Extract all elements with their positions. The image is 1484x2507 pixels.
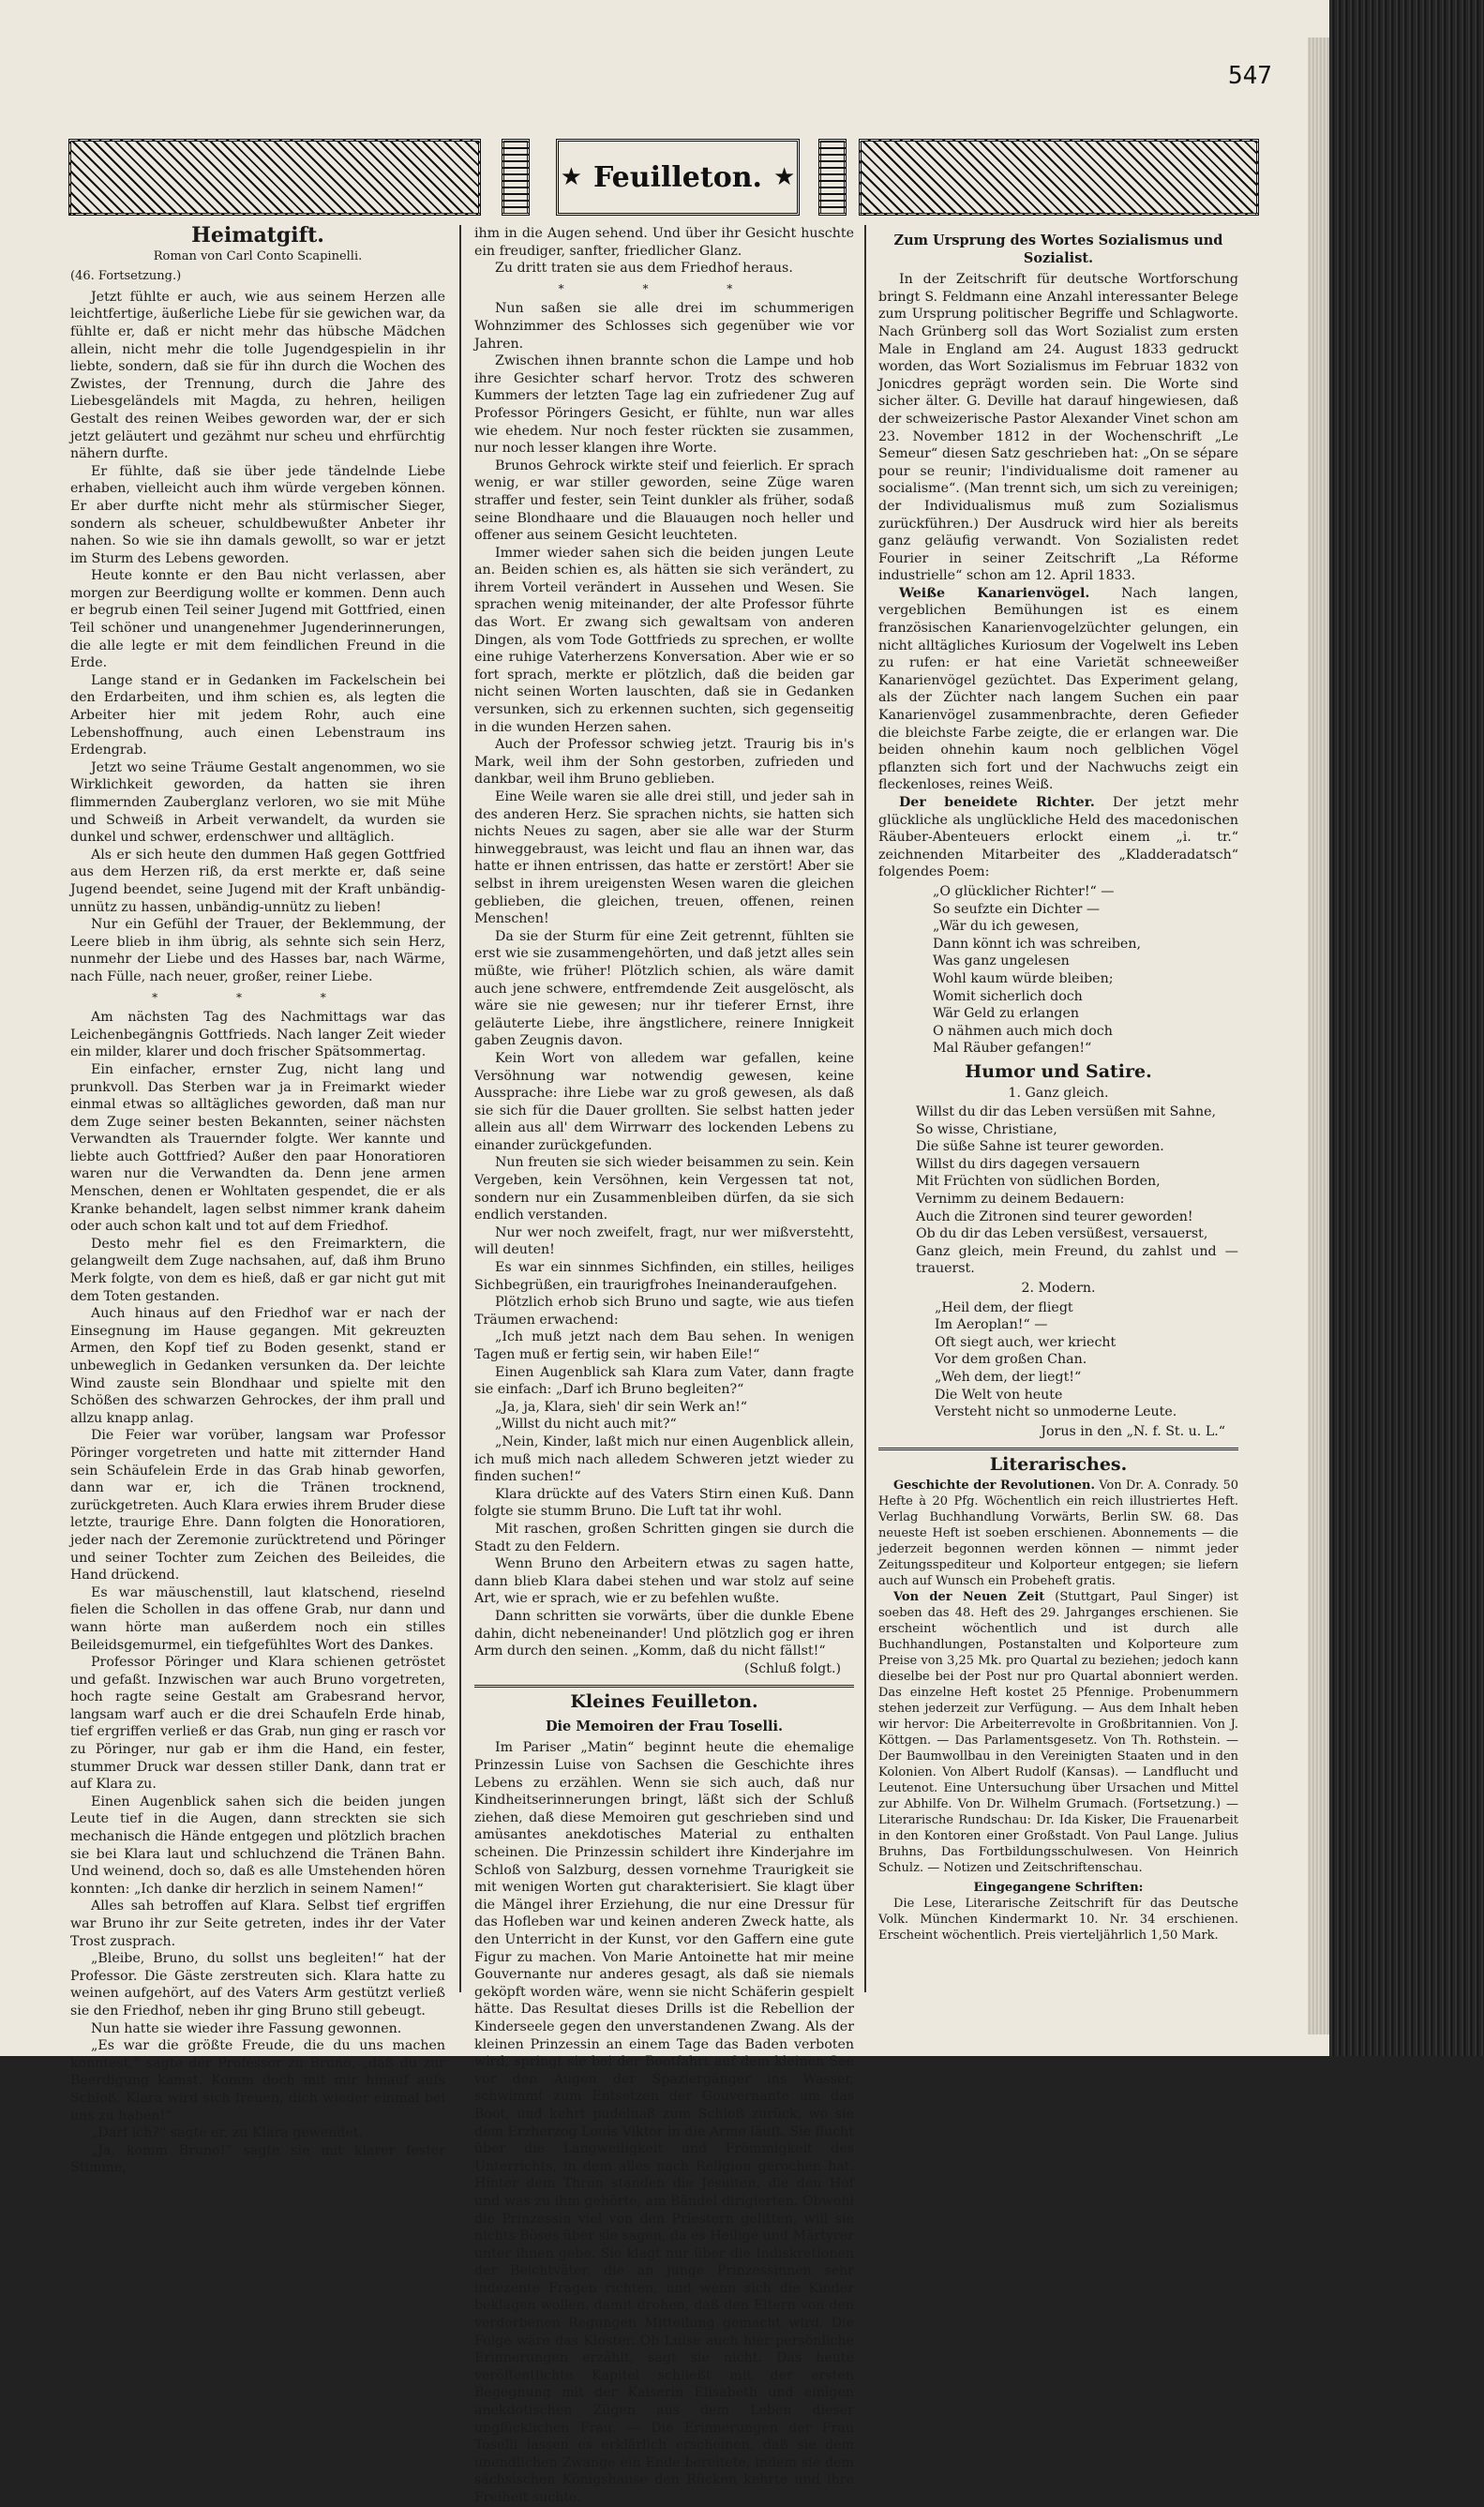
notice: Die Lese, Literarische Zeitschrift für das Deutsche Volk. München Kindermarkt 10. Nr. 34 erschienen. Erscheint wöchentlich. Preis vierteljährlich 1,50 Mark. [878,1896,1238,1943]
paragraph: Nur ein Gefühl der Trauer, der Beklemmung, der Leere blieb in ihm übrig, als sehnte sich sein Herz, nunmehr der Liebe und des Hasses bar, nach Wärme, nach Fülle, nach neuer, großer, reiner Liebe. [70,917,445,984]
paragraph: Als er sich heute den dummen Haß gegen Gottfried aus dem Herzen riß, da erst merkte er, daß seine Jugend beendet, seine Jugend mit der Kraft unbändig-unnütz zu hassen, unbändig-unnütz zu lieben! [70,847,445,915]
paragraph: „Es war die größte Freude, die du uns machen konntest,“ sagte der Professor zu Bruno, „daß du zur Beerdigung kamst. Komm doch mit mir hinauf aufs Schloß, Klara wird sich freuen, dich wieder einmal bei uns zu haben!“ [70,2038,445,2124]
column-rule [459,225,461,1992]
ornament-right [859,139,1259,216]
section-break: * * * [152,990,364,1004]
section-divider [474,1685,854,1688]
paragraph: „Darf ich?“ sagte er, zu Klara gewendet. [91,2125,364,2141]
poem-subtitle: 2. Modern. [1021,1281,1096,1297]
column-3 [878,225,1238,2011]
paragraph: Dann schritten sie vorwärts, über die dunkle Ebene dahin, dicht nebeneinander! Und plötzlich gog er ihren Arm durch den seinen. „Komm, daß du nicht fällst!“ [474,1608,854,1659]
paragraph: „Nein, Kinder, laßt mich nur einen Augenblick allein, ich muß mich nach alledem Schweren jetzt wieder zu finden suchen!“ [474,1434,854,1485]
star-icon: ★ [772,163,796,191]
book-spine [1329,0,1484,2056]
banner-title-box [556,139,800,216]
paragraph: Am nächsten Tag des Nachmittags war das Leichenbegängnis Gottfrieds. Nach langer Zeit wieder ein milder, klarer und doch frischer Spätsommertag. [70,1010,445,1060]
paragraph: Es war mäuschenstill, laut klatschend, rieselnd fielen die Schollen in das offene Grab, nur dann und wann hörte man außerdem noch ein stilles Beileidsgemurmel, ein tiefgefühltes Wort des Dankes. [70,1584,445,1653]
paragraph: Auch der Professor schwieg jetzt. Traurig bis in's Mark, weil ihm der Sohn gestorben, zufrieden und dankbar, weil ihm Bruno geblieben. [474,737,854,788]
notice: Geschichte der Revolutionen. Von Dr. A. Conrady. 50 Hefte à 20 Pfg. Wöchentlich ein reich illustriertes Heft. Verlag Buchhandlung Vorwärts, Berlin SW. 68. Das neueste Heft ist soeben erschienen. Abonnements — die jederzeit begonnen werden können — nimmt jeder Zeitungsspediteur und Kolporteur entgegen; sie liefern auch auf Wunsch ein Probeheft gratis. [878,1478,1238,1588]
paragraph: Eine Weile waren sie alle drei still, und jeder sah in des anderen Herz. Sie sprachen nichts, sie hatten sich nichts Neues zu sagen, aber sie alle war der Sturm hinweggebraust, was leicht und flau an ihnen war, das hatte er ihnen entrissen, das hatte er zerstört! Aber sie selbst in ihrem ureigensten Wesen waren die gleichen geblieben, die gleichen, treuen, offenen, reinen Menschen! [474,789,854,927]
paragraph: ihm in die Augen sehend. Und über ihr Gesicht huschte ein freudiger, sanfter, friedlicher Glanz. [474,226,854,259]
section-title: Literarisches. [989,1454,1128,1476]
paragraph: Da sie der Sturm für eine Zeit getrennt, fühlten sie erst wie sie zusammengehörten, und daß jetzt alles sein müßte, wie früher! Plötzlich schien, als wäre damit auch jene schwere, entfremdende Zeit ausgelöscht, als wäre sie nie gewesen; nur ihr tieferer Ernst, ihre geläuterte Liebe, ihre ängstlichere, reinere Innigkeit gaben Zeugnis davon. [474,928,854,1049]
poem-line: Dann könnt ich was schreiben, [933,936,1141,952]
paragraph: Heute konnte er den Bau nicht verlassen, aber morgen zur Beerdigung wollte er kommen. Denn auch er begrub einen Teil seiner Jugend mit Gottfried, einen Teil schöner und unangenehmer Jugenderinnerungen, die alle legte er mit dem feindlichen Freund in die Erde. [70,568,445,671]
ornament-pillar-right [818,139,847,216]
star-icon: ★ [560,163,583,191]
poem-line: Wär Geld zu erlangen [933,1006,1080,1022]
paragraph: Auch hinaus auf den Friedhof war er nach der Einsegnung im Hause gegangen. Mit gekreuzten Armen, den Kopf tief zu Boden gesenkt, stand er unbeweglich in Gedanken versunken da. Der leichte Wind zauste sein Blondhaar und spielte mit den Schößen des schwarzen Gehrockes, der ihm prall und allzu knapp anlag. [70,1306,445,1426]
poem-line: Vor dem großen Chan. [935,1352,1087,1368]
section-title: Kleines Feuilleton. [570,1691,758,1713]
page-number: 547 [1228,62,1272,90]
paragraph: Alles sah betroffen auf Klara. Selbst tief ergriffen war Bruno ihr zur Seite getreten, indes ihr der Vater Trost zusprach. [70,1899,445,1949]
paragraph: Mit raschen, großen Schritten gingen sie durch die Stadt zu den Feldern. [474,1521,854,1554]
paragraph: Brunos Gehrock wirkte steif und feierlich. Er sprach wenig, er war stiller geworden, seine Züge waren straffer und fester, sein Teint dunkler als früher, sodaß seine Blondhaare und die Blauaugen noch heller und offener aus seinem Gesicht leuchteten. [474,458,854,544]
poem-line: „Heil dem, der fliegt [935,1299,1073,1315]
poem-line: Wohl kaum würde bleiben; [933,970,1114,986]
paragraph: Klara drückte auf des Vaters Stirn einen Kuß. Dann folgte sie stumm Bruno. Die Luft tat ihr wohl. [474,1486,854,1520]
paragraph: Jetzt fühlte er auch, wie aus seinem Herzen alle leichtfertige, äußerliche Liebe für sie gewichen war, da fühlte er, daß er nicht mehr das hübsche Mädchen allein, nicht mehr die tolle Jugendgespielin in ihr liebte, sondern, daß sie für ihn durch die Wochen des Zwistes, der Trennung, durch die Jahre des Liebesgeländels mit Magda, zu hehren, heiligen Gestalt des reinen Weibes geworden war, der er sich jetzt geläutert und gezähmt nur scheu und ehrfürchtig nähern durfte. [70,289,445,462]
paragraph: Professor Pöringer und Klara schienen getröstet und gefaßt. Inzwischen war auch Bruno vorgetreten, hoch ragte seine Gestalt am Grabesrand hervor, langsam warf auch er die drei Schaufeln Erde hinab, tief ergriffen verließ er das Grab, nun ging er rasch vor zu Pöringer, nur gab er ihm die Hand, ein fester, stummer Druck war dessen stiller Dank, dann trat er auf Klara zu. [70,1655,445,1793]
paragraph: Kein Wort von alledem war gefallen, keine Versöhnung war notwendig gewesen, keine Aussprache: ihre Liebe war zu groß gewesen, als daß sie sich für die Dauer grollten. Sie selbst hatten jeder allein aus all' dem Wirrwarr des lockenden Lebens zu einander zurückgefunden. [474,1050,854,1153]
poem-line: Willst du dir das Leben versüßen mit Sahne, [916,1104,1217,1120]
paragraph: Einen Augenblick sahen sich die beiden jungen Leute tief in die Augen, dann streckten sie sich mechanisch die Hände entgegen und plötzlich brachen sie bei Klara laut und schluchzend die Tränen Bahn. Und weinend, doch so, daß es alle Umstehenden hören konnten: „Ich danke dir herzlich in seinem Namen!“ [70,1794,445,1897]
paragraph: „Willst du nicht auch mit?“ [495,1417,677,1433]
poem-line: „O glücklicher Richter!“ — [933,883,1115,899]
poem-line: Was ganz ungelesen [933,953,1070,969]
poem-line: O nähmen auch mich doch [933,1023,1113,1039]
article-text: Der beneidete Richter. Der jetzt mehr glückliche als unglückliche Held des macedonischen Räuber-Abenteuers erlockt einem „i. tr.“ zeichnenden Mitarbeiter des „Kladderadatsch“ folgendes Poem: [878,795,1238,880]
paragraph: „Ja, komm Bruno!“ sagte sie mit klarer fester Stimme, [70,2142,445,2176]
paragraph: Einen Augenblick sah Klara zum Vater, dann fragte sie einfach: „Darf ich Bruno begleiten?“ [474,1364,854,1398]
article-lead: Weiße Kanarienvögel. [899,585,1090,601]
paragraph: Es war ein sinnmes Sichfinden, ein stilles, heiliges Sichbegrüßen, ein traurigfrohes Ineinanderaufgehen. [474,1260,854,1293]
column-rule [864,225,866,1992]
end-note: (Schluß folgt.) [743,1660,841,1676]
poem-signature: Jorus in den „N. f. St. u. L.“ [1041,1423,1225,1439]
paragraph: Ein einfacher, ernster Zug, nicht lang und prunkvoll. Das Sterben war ja in Freimarkt wieder einmal etwas so alltägliches geworden, daß man nur dem Zuge seiner besten Bekannten, seiner nächsten Verwandten als Trauernder folgte. Wer kannte und liebte auch Gottfried? Außer den paar Honoratioren waren nur die Verwandten da. Denn jene armen Menschen, denen er Wohltaten gespendet, die er als Kranke behandelt, lagen selbst nimmer krank daheim oder auch schon kalt und tot auf dem Friedhof. [70,1061,445,1235]
novel-byline: Roman von Carl Conto Scapinelli. [153,248,363,263]
paragraph: Zwischen ihnen brannte schon die Lampe und hob ihre Gesichter scharf hervor. Trotz des schweren Kummers der letzten Tage lag ein zufriedener Zug auf Professor Pöringers Gesicht, er fühlte, nun war alles wie ehedem. Nur noch fester rückten sie zusammen, nur noch lesser klangen ihre Worte. [474,353,854,457]
banner-title: Feuilleton. [593,160,762,194]
ornament-left [68,139,481,216]
ornament-pillar-left [502,139,530,216]
poem-line: „Weh dem, der liegt!“ [935,1370,1082,1385]
notice-lead: Geschichte der Revolutionen. [893,1478,1096,1493]
paragraph: Plötzlich erhob sich Bruno und sagte, wie aus tiefen Träumen erwachend: [474,1295,854,1328]
poem-line: Oft siegt auch, wer kriecht [935,1334,1117,1350]
section-divider [878,1448,1238,1450]
section-break: * * * [558,281,771,295]
poem [933,883,1238,1058]
poem-line: So seufzte ein Dichter — [933,901,1101,917]
poem-line: So wisse, Christiane, [916,1121,1057,1137]
poem-line: Ob du dir das Leben versüßest, versauerst, [916,1226,1208,1242]
poem-line: „Wär du ich gewesen, [933,919,1080,935]
article-text: In der Zeitschrift für deutsche Wortforschung bringt S. Feldmann eine Anzahl interessanter Belege zum Ursprung politischer Begriffe und Schlagworte. Nach Grünberg soll das Wort Sozialist zum ersten Male in England am 24. August 1833 gedruckt worden, das Wort Sozialismus im Februar 1832 von Jonicdres geprägt worden sein. Die Worte sind sicher älter. G. Deville hat darauf hingewiesen, daß der schweizerische Pastor Alexander Vinet schon am 23. November 1812 in der Wochenschrift „Le Semeur“ diesen Satz geschrieben hat: „On se sépare pour se reunir; l'individualisme doit ramener au socialisme“. (Man trennt sich, um sich zu vereinigen; der Individualismus muß zum Sozialismus zurückführen.) Der Ausdruck wird hier als bereits ganz geläufig verwandt. Von Sozialisten redet Fourier in seiner Zeitschrift „La Réforme industrielle“ schon am 12. April 1833. [878,272,1238,584]
article-text: Weiße Kanarienvögel. Nach langen, vergeblichen Bemühungen ist es einem französischen Kanarienvogelzüchter gelungen, ein nicht alltägliches Kuriosum der Vogelwelt ins Leben zu rufen: er hat eine Varietät schneeweißer Kanarienvögel gezüchtet. Das Experiment gelang, als der Züchter nach langem Suchen ein paar Kanarienvögel zusammenbrachte, deren Gefieder die bleichste Farbe zeigte, die er erlangen war. Die beiden ohnehin kaum noch gelblichen Vögel pflanzten sich fort und der Nachwuchs zeigt ein fleckenloses, reines Weiß. [878,585,1238,793]
article-lead: Der beneidete Richter. [899,795,1095,810]
poem [935,1299,1238,1421]
literary-notices [878,1478,1238,1944]
paragraph: Immer wieder sahen sich die beiden jungen Leute an. Beiden schien es, als hätten sie sich verändert, zu ihrem Vorteil verändert in Aussehen und Wesen. Sie sprachen wenig miteinander, der alte Professor führte das Wort. Er zwang sich gewaltsam von anderen Dingen, als vom Tode Gottfrieds zu sprechen, er wollte eine ruhige Vaterherzens Konversation. Aber wie er so fort sprach, merkte er plötzlich, daß die beiden gar nicht seinen Worten lauschten, daß sie in Gedanken versunken, sich zu erkennen suchten, sich gegenseitig in die wunden Herzen sahen. [474,545,854,735]
poem-line: Vernimm zu deinem Bedauern: [916,1192,1125,1208]
poem-line: Auch die Zitronen sind teurer geworden! [916,1208,1193,1224]
notice-lead: Von der Neuen Zeit [893,1589,1045,1604]
poem-line: Im Aeroplan!“ — [935,1317,1048,1333]
poem [916,1103,1238,1278]
section-title: Humor und Satire. [965,1060,1152,1082]
paragraph: „Ja, ja, Klara, sieh' dir sein Werk an!“ [495,1399,748,1415]
paragraph: Desto mehr fiel es den Freimarktern, die gelangweilt dem Zuge nachsahen, auf, daß ihm Bruno Merk folgte, von dem es hieß, daß er gar nicht gut mit dem Toten gestanden. [70,1236,445,1304]
poem-line: Mal Räuber gefangen!“ [933,1041,1092,1057]
poem-line: Die Welt von heute [935,1387,1063,1403]
paragraph: Die Feier war vorüber, langsam war Professor Pöringer vorgetreten und hatte mit zitternder Hand sein Schäufelein Erde in das Grab hinab geworfen, dann war er, ich die Tränen trocknend, zurückgetreten. Auch Klara erwies ihrem Bruder diese letzte, traurige Ehre. Dann folgten die Honoratioren, jeder nach der Zeremonie zurücktretend und Pöringer und seiner Tochter zum Zeichen des Beileides, die Hand drückend. [70,1428,445,1584]
paragraph: Lange stand er in Gedanken im Fackelschein bei den Erdarbeiten, und ihm schien es, als legten die Arbeiter hier mit jedem Rohr, auch eine Lebenshoffnung, auch einen Lebenstraum ins Erdengrab. [70,672,445,758]
paragraph: Nun hatte sie wieder ihre Fassung gewonnen. [91,2020,402,2036]
feuilleton-banner [68,139,1259,216]
paragraph: Nun freuten sie sich wieder beisammen zu sein. Kein Vergeben, kein Versöhnen, kein Vergessen tat not, sondern nur ein Zusammenbleiben dürfen, da sie sich endlich verstanden. [474,1155,854,1223]
notice: Von der Neuen Zeit (Stuttgart, Paul Singer) ist soeben das 48. Heft des 29. Jahrganges erschienen. Sie erscheint wöchentlich und ist durch alle Buchhandlungen, Postanstalten und Kolporteure zum Preise von 3,25 Mk. pro Quartal zu beziehen; jedoch kann dieselbe bei der Post nur pro Quartal abonniert werden. Das einzelne Heft kostet 25 Pfennige. Probenummern stehen jederzeit zur Verfügung. — Aus dem Inhalt heben wir hervor: Die Arbeiterrevolte in Großbritannien. Von J. Köttgen. — Das Parlamentsgesetz. Von Th. Rothstein. — Der Baumwollbau in den Vereinigten Staaten und in den Kolonien. Von Albert Rudolf (Kansas). — Landflucht und Leutenot. Eine Untersuchung über Ursachen und Mittel zur Abhilfe. Von Dr. Wilhelm Grumach. (Fortsetzung.) — Literarische Rundschau: Dr. Ida Kisker, Die Frauenarbeit in den Kontoren einer Großstadt. Von Paul Lange. Julius Bruhns, Das Fortbildungsschulwesen. Von Heinrich Schulz. — Notizen und Zeitschriftenschau. [878,1589,1238,1875]
paragraph: Zu dritt traten sie aus dem Friedhof heraus. [495,261,793,277]
poem-line: Ganz gleich, mein Freund, du zahlst und — trauerst. [916,1243,1238,1277]
poem-subtitle: 1. Ganz gleich. [1008,1085,1109,1101]
column-1 [70,223,445,2176]
article-text: Im Pariser „Matin“ beginnt heute die ehemalige Prinzessin Luise von Sachsen die Geschichte ihres Lebens zu erzählen. Wenn sie sich auch, daß nur Kindheitserinnerungen bringt, läßt sich der Schluß ziehen, daß diese Memoiren gut geschrieben sind und amüsantes anekdotisches Material zu enthalten scheinen. Die Prinzessin schildert ihre Kinderjahre im Schloß von Salzburg, dessen vornehme Traurigkeit sie mit wenigen Worten gut charakterisiert. Sie klagt über die Mängel ihrer Erziehung, die nur eine Dressur für das Hofleben war und keinen anderen Zweck hatte, als den Unterricht in der Kunst, vor den Gaffern eine gute Figur zu machen. Von Marie Antoinette hat mir meine Gouvernante nur anderes gesagt, als daß sie niemals geköpft worden wäre, wenn sie nicht Schäferin gespielt hätte. Das Resultat dieses Drills ist die Rebellion der Kinderseele gegen den unverstandenen Zwang. Als der kleinen Prinzessin an einem Tage das Baden verboten wird, springt sie bei der Bootfahrt auf dem kleinen See vor den Augen der Spaziergänger ins Wasser, schwimmt zum Entsetzen der Gouvernante um das Boot, und kehrt pudelnaß zum Schloß zurück, wo sie dem Erzherzog Louis Viktor in die Arme läuft. Sie flucht über die Langweiligkeit und Frömmigkeit des Unterrichts, in dem alles nach Religion gerochen hat. Hinter dem Thron standen die Jesuiten, die den Hof und was zu ihm gehörte, am Bändel dirigierten. Obwohl die Prinzessin viel von den Priestern gelitten, will sie nichts Böses über sie sagen, da es Heilige und Märtyrer unter ihnen gebe. Sie klagt nur über die Indiskretionen der Beichtväter, die an junge Prinzessinnen sehr indezente Fragen richten, und wenn sich die Kinder beklagen wollen, damit drohen, daß den Eltern von den verdorbenen Regungen Mitteilung gemacht wird. Die Folge wäre das Kloster. Ob Luise auch hier persönliche Erinnerungen erzählt, sagt sie nicht. Das heute veröffentlichte Kapitel schließt mit der ersten Begegnung mit der Kaiserin Elisabeth und einigen anekdotischen Zügen aus dem Leben dieser unglücklichen Frau. — Die Erinnerungen der Frau Toselli lassen es erklärlich erscheinen, daß sie dem unendlichen Zwange ein Ende bereitete, indem sie dem sächsischen Königshause den Rücken kehrte und ihre Freiheit suchte. [474,1740,854,2505]
paragraph: Nur wer noch zweifelt, fragt, nur wer mißverstehtt, will deuten! [474,1224,854,1258]
novel-title: Heimatgift. [191,223,324,248]
received-title: Eingegangene Schriften: [973,1880,1144,1895]
paragraph: Wenn Bruno den Arbeitern etwas zu sagen hatte, dann blieb Klara dabei stehen und war stolz auf seine Art, wie er sprach, wie er zu befehlen wußte. [474,1556,854,1607]
article-title: Die Memoiren der Frau Toselli. [545,1718,784,1734]
paragraph: Jetzt wo seine Träume Gestalt angenommen, wo sie Wirklichkeit geworden, da hatten sie ihren flimmernden Zauberglanz verloren, wo sie mit Mühe und Schweiß in Arbeit verwandelt, da wurden sie dunkel und schwer, erdenschwer und alltäglich. [70,759,445,846]
paragraph: Er fühlte, daß sie über jede tändelnde Liebe erhaben, vielleicht auch ihm würde vergeben können. Er aber durfte nicht mehr als stürmischer Sieger, sondern als scheuer, schuldbewußter Anbeter ihr nahen. So wie sie ihn damals gewollt, so war er jetzt im Sturm des Lebens geworden. [70,463,445,566]
poem-line: Womit sicherlich doch [933,988,1083,1004]
poem-line: Die süße Sahne ist teurer geworden. [916,1139,1164,1155]
poem-line: Willst du dirs dagegen versauern [916,1156,1140,1172]
poem-line: Versteht nicht so unmoderne Leute. [935,1404,1177,1420]
paragraph: „Bleibe, Bruno, du sollst uns begleiten!“ hat der Professor. Die Gäste zerstreuten sich. Klara hatte zu weinen aufgehört, auf des Vaters Arm gestützt verließ sie den Friedhof, neben ihr ging Bruno still gebeugt. [70,1951,445,2019]
paragraph: Nun saßen sie alle drei im schummerigen Wohnzimmer des Schlosses sich gegenüber wie vor Jahren. [474,301,854,352]
column-2 [474,225,854,2505]
paragraph: „Ich muß jetzt nach dem Bau sehen. In wenigen Tagen muß er fertig sein, wir haben Eile!“ [474,1329,854,1362]
poem-line: Mit Früchten von südlichen Borden, [916,1174,1161,1190]
continuation-note: (46. Fortsetzung.) [70,269,182,284]
article-title: Zum Ursprung des Wortes Sozialismus und Sozialist. [893,233,1223,266]
